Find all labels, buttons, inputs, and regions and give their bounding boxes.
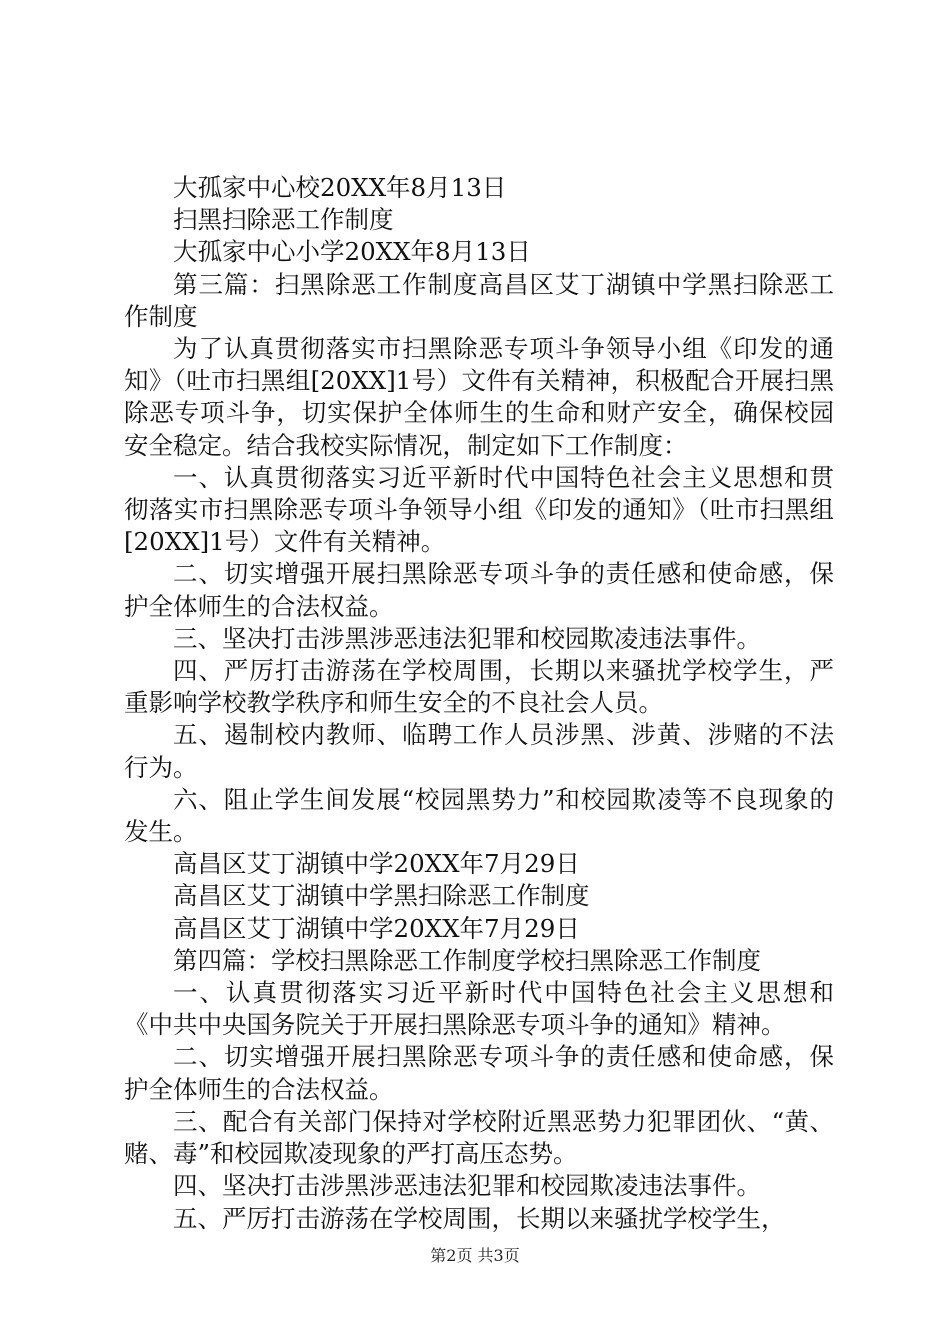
paragraph: 五、遏制校内教师、临聘工作人员涉黑、涉黄、涉赌的不法行为。 — [124, 720, 834, 782]
paragraph: 为了认真贯彻落实市扫黑除恶专项斗争领导小组《印发的通知》（吐市扫黑组[20XX]1号）文件有关精神，积极配合开展扫黑除恶专项斗争，切实保护全体师生的生命和财产安全，确保校园安全稳定。结合我校实际情况，制定如下工作制度： — [124, 334, 834, 460]
paragraph: 五、严厉打击游荡在学校周围，长期以来骚扰学校学生， — [173, 1203, 786, 1233]
paragraph: 高昌区艾丁湖镇中学20XX年7月29日 — [173, 913, 580, 943]
paragraph: 高昌区艾丁湖镇中学黑扫除恶工作制度 — [173, 881, 590, 911]
paragraph: 二、切实增强开展扫黑除恶专项斗争的责任感和使命感，保护全体师生的合法权益。 — [124, 559, 834, 621]
paragraph: 高昌区艾丁湖镇中学20XX年7月29日 — [173, 849, 580, 879]
paragraph: 四、严厉打击游荡在学校周围，长期以来骚扰学校学生，严重影响学校教学秩序和师生安全的不良社会人员。 — [124, 656, 834, 718]
section-heading: 第四篇：学校扫黑除恶工作制度学校扫黑除恶工作制度 — [173, 945, 761, 975]
paragraph: 六、阻止学生间发展“校园黑势力”和校园欺凌等不良现象的发生。 — [124, 784, 834, 847]
page-number-footer: 第2页 共3页 — [430, 1246, 520, 1265]
paragraph: 扫黑扫除恶工作制度 — [173, 205, 394, 235]
document-body — [124, 172, 834, 1235]
paragraph: 二、切实增强开展扫黑除恶专项斗争的责任感和使命感，保护全体师生的合法权益。 — [124, 1042, 834, 1104]
paragraph: 一、认真贯彻落实习近平新时代中国特色社会主义思想和《中共中央国务院关于开展扫黑除恶专项斗争的通知》精神。 — [124, 978, 834, 1040]
paragraph: 三、配合有关部门保持对学校附近黑恶势力犯罪团伙、“黄、赌、毒”和校园欺凌现象的严打高压态势。 — [124, 1106, 834, 1169]
paragraph: 大孤家中心校20XX年8月13日 — [173, 173, 507, 202]
paragraph: 大孤家中心小学20XX年8月13日 — [173, 237, 531, 267]
paragraph: 三、坚决打击涉黑涉恶违法犯罪和校园欺凌违法事件。 — [173, 623, 761, 653]
paragraph: 四、坚决打击涉黑涉恶违法犯罪和校园欺凌违法事件。 — [173, 1171, 761, 1201]
section-heading: 第三篇：扫黑除恶工作制度高昌区艾丁湖镇中学黑扫除恶工作制度 — [124, 269, 834, 331]
paragraph: 一、认真贯彻落实习近平新时代中国特色社会主义思想和贯彻落实市扫黑除恶专项斗争领导小组《印发的通知》（吐市扫黑组[20XX]1号）文件有关精神。 — [124, 462, 834, 557]
